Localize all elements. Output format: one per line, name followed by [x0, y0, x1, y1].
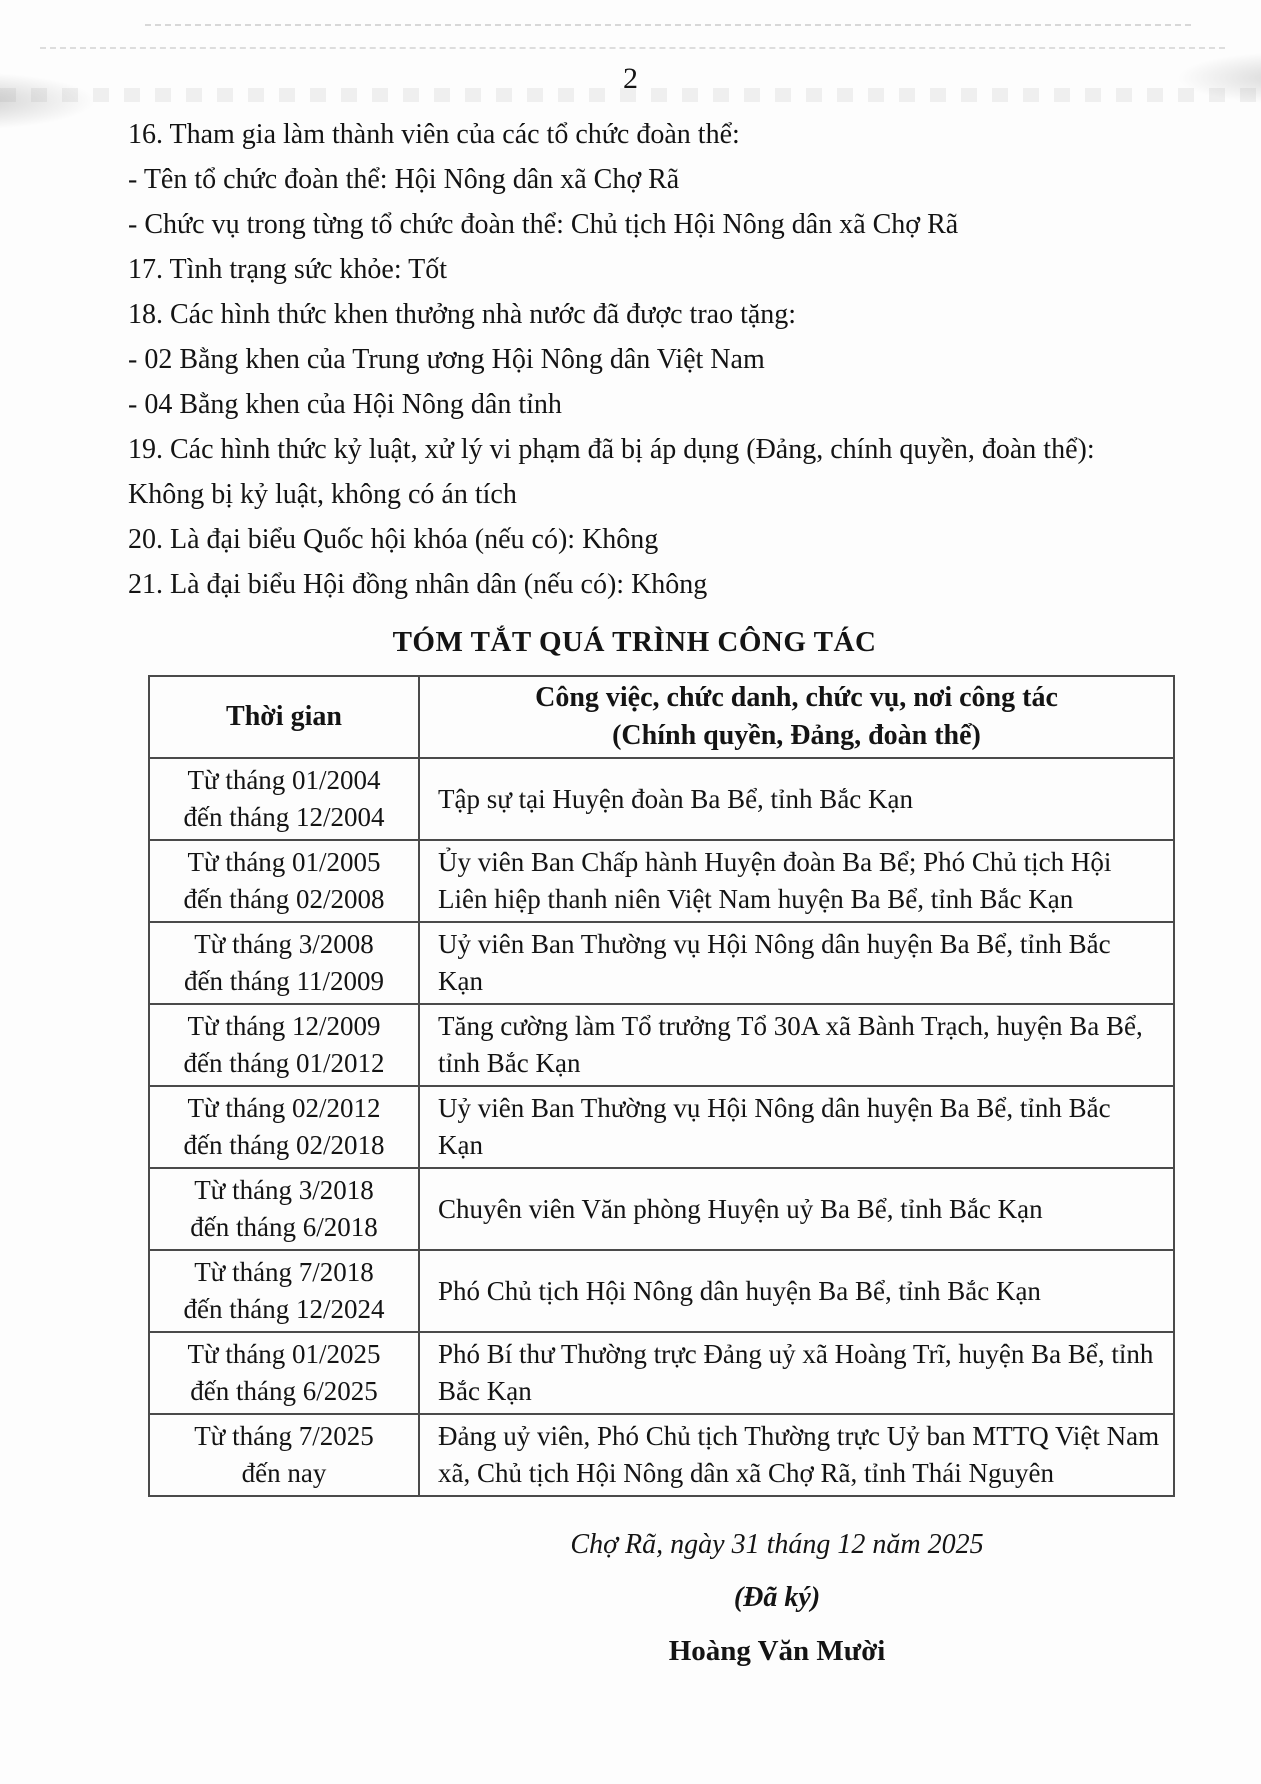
paragraph-line: 19. Các hình thức kỷ luật, xử lý vi phạm đã bị áp dụng (Đảng, chính quyền, đoàn thể): — [128, 434, 1095, 465]
header-time-label: Thời gian — [226, 701, 342, 732]
paragraph-line: 18. Các hình thức khen thưởng nhà nước đã được trao tặng: — [128, 299, 797, 330]
header-job-line2: (Chính quyền, Đảng, đoàn thể) — [612, 720, 981, 751]
paragraph-line: - 02 Bằng khen của Trung ương Hội Nông dân Việt Nam — [128, 344, 765, 375]
paragraph-line: - 04 Bằng khen của Hội Nông dân tỉnh — [128, 389, 562, 420]
time-to: đến tháng 02/2008 — [183, 884, 385, 914]
time-to: đến tháng 12/2004 — [183, 802, 385, 832]
time-from: Từ tháng 01/2005 — [187, 847, 381, 877]
paragraph-line: 16. Tham gia làm thành viên của các tổ chức đoàn thể: — [128, 119, 740, 150]
time-cell — [149, 1332, 419, 1414]
job-cell: Uỷ viên Ban Thường vụ Hội Nông dân huyện Ba Bể, tỉnh Bắc Kạn — [419, 922, 1174, 1004]
table-row — [149, 840, 1174, 922]
time-cell — [149, 1250, 419, 1332]
time-to: đến tháng 01/2012 — [183, 1048, 385, 1078]
time-cell — [149, 758, 419, 840]
signature-name: Hoàng Văn Mười — [668, 1635, 886, 1667]
table-row — [149, 1414, 1174, 1496]
job-cell: Tăng cường làm Tổ trưởng Tổ 30A xã Bành Trạch, huyện Ba Bể, tỉnh Bắc Kạn — [419, 1004, 1174, 1086]
paragraph-line: 20. Là đại biểu Quốc hội khóa (nếu có): Không — [128, 524, 659, 555]
time-to: đến tháng 6/2018 — [190, 1212, 378, 1242]
paragraph-line: - Chức vụ trong từng tổ chức đoàn thể: Chủ tịch Hội Nông dân xã Chợ Rã — [128, 209, 959, 240]
time-from: Từ tháng 12/2009 — [187, 1011, 381, 1041]
page-number: 2 — [623, 62, 638, 95]
time-to: đến tháng 11/2009 — [184, 966, 384, 996]
job-cell: Ủy viên Ban Chấp hành Huyện đoàn Ba Bể; Phó Chủ tịch Hội Liên hiệp thanh niên Việt Nam huyện Ba Bể, tỉnh Bắc Kạn — [419, 840, 1174, 922]
section-title: TÓM TẮT QUÁ TRÌNH CÔNG TÁC — [392, 626, 877, 658]
table-row — [149, 1250, 1174, 1332]
time-from: Từ tháng 3/2008 — [194, 929, 374, 959]
job-cell: Uỷ viên Ban Thường vụ Hội Nông dân huyện Ba Bể, tỉnh Bắc Kạn — [419, 1086, 1174, 1168]
paragraph-line: - Tên tổ chức đoàn thể: Hội Nông dân xã Chợ Rã — [128, 164, 680, 195]
work-history-table — [148, 675, 1175, 1497]
signature-signed-note: (Đã ký) — [733, 1582, 821, 1613]
job-cell: Phó Chủ tịch Hội Nông dân huyện Ba Bể, tỉnh Bắc Kạn — [419, 1250, 1174, 1332]
time-to: đến tháng 12/2024 — [183, 1294, 385, 1324]
paragraph-line: 17. Tình trạng sức khỏe: Tốt — [128, 254, 447, 285]
job-cell: Chuyên viên Văn phòng Huyện uỷ Ba Bể, tỉnh Bắc Kạn — [419, 1168, 1174, 1250]
table-row — [149, 758, 1174, 840]
table-row — [149, 1086, 1174, 1168]
job-cell: Tập sự tại Huyện đoàn Ba Bể, tỉnh Bắc Kạn — [419, 758, 1174, 840]
job-cell: Phó Bí thư Thường trực Đảng uỷ xã Hoàng Trĩ, huyện Ba Bể, tỉnh Bắc Kạn — [419, 1332, 1174, 1414]
table-header-row — [149, 676, 1174, 758]
time-to: đến tháng 6/2025 — [190, 1376, 378, 1406]
time-cell — [149, 922, 419, 1004]
table-row — [149, 1332, 1174, 1414]
paragraph-line: Không bị kỷ luật, không có án tích — [128, 479, 517, 510]
time-to: đến nay — [241, 1458, 327, 1488]
signature-place-date: Chợ Rã, ngày 31 tháng 12 năm 2025 — [570, 1529, 984, 1560]
document-body — [128, 112, 1160, 1497]
header-job — [419, 676, 1174, 758]
job-cell: Đảng uỷ viên, Phó Chủ tịch Thường trực Uỷ ban MTTQ Việt Nam xã, Chủ tịch Hội Nông dân xã Chợ Rã, tỉnh Thái Nguyên — [419, 1414, 1174, 1496]
header-job-line1: Công việc, chức danh, chức vụ, nơi công tác — [535, 682, 1058, 713]
table-row — [149, 1168, 1174, 1250]
table-row — [149, 1004, 1174, 1086]
time-cell — [149, 840, 419, 922]
time-from: Từ tháng 7/2018 — [194, 1257, 374, 1287]
signature-block — [562, 1523, 992, 1673]
header-time — [149, 676, 419, 758]
time-from: Từ tháng 01/2004 — [187, 765, 381, 795]
time-cell — [149, 1004, 419, 1086]
time-cell — [149, 1086, 419, 1168]
time-to: đến tháng 02/2018 — [183, 1130, 385, 1160]
time-from: Từ tháng 3/2018 — [194, 1175, 374, 1205]
time-from: Từ tháng 7/2025 — [194, 1421, 374, 1451]
time-cell — [149, 1414, 419, 1496]
time-cell — [149, 1168, 419, 1250]
time-from: Từ tháng 02/2012 — [187, 1093, 381, 1123]
time-from: Từ tháng 01/2025 — [187, 1339, 381, 1369]
paragraph-line: 21. Là đại biểu Hội đồng nhân dân (nếu có): Không — [128, 569, 708, 600]
table-row — [149, 922, 1174, 1004]
